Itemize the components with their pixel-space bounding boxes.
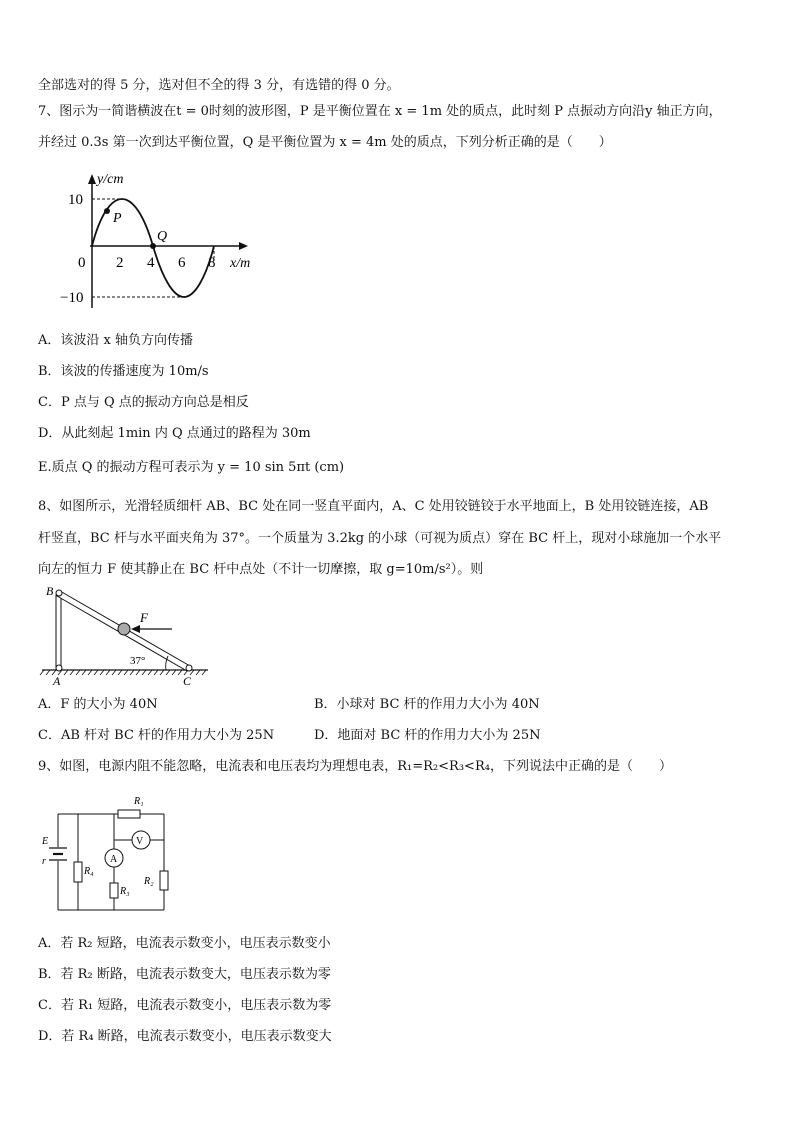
y-tick-10: 10 [68, 192, 83, 208]
q9-option-d: D．若 R₄ 断路，电流表示数变小，电压表示数变大 [38, 1029, 332, 1044]
q7-option-d: D．从此刻起 1min 内 Q 点通过的路程为 30m [38, 426, 311, 441]
q9-stem: 9、如图，电源内阻不能忽略，电流表和电压表均为理想电表，R₁=R₂<R₃<R₄，下列说法中正确的是（ ） [38, 759, 672, 774]
x-axis-arrow [239, 242, 248, 250]
resistor-r4 [74, 862, 82, 882]
x-tick-0: 0 [78, 255, 86, 271]
resistor-r1 [118, 810, 140, 818]
q-label: Q [157, 229, 168, 244]
q8-stem-line2: 杆竖直，BC 杆与水平面夹角为 37°。一个质量为 3.2kg 的小球（可视为质点）穿在 BC 杆上，现对小球施加一个水平 [38, 531, 722, 546]
label-b: B [46, 586, 54, 598]
point-q [150, 243, 156, 249]
label-e: E [42, 836, 49, 847]
q8-stem-line1: 8、如图所示，光滑轻质细杆 AB、BC 处在同一竖直平面内，A、C 处用铰链铰于水平地面上，B 处用铰链连接，AB [38, 499, 709, 514]
q7-option-b: B．该波的传播速度为 10m/s [38, 364, 209, 379]
q8-option-a: A．F 的大小为 40N [38, 697, 158, 712]
hinge-c [186, 665, 192, 671]
resistor-r3 [110, 883, 118, 898]
voltmeter-label: V [136, 836, 144, 847]
x-axis-label: x/m [230, 256, 251, 271]
rod-figure [38, 586, 214, 690]
point-p [104, 208, 110, 214]
q9-option-c: C．若 R₁ 短路，电流表示数变小，电压表示数为零 [38, 998, 332, 1013]
x-tick-6: 6 [178, 255, 186, 271]
q7-stem-line1: 7、图示为一简谐横波在t = 0时刻的波形图，P 是平衡位置在 x = 1m 处的质点，此时刻 P 点振动方向沿y 轴正方向， [38, 104, 722, 119]
label-c: C [183, 674, 192, 688]
y-axis-arrow [88, 174, 96, 184]
q7-stem-line2: 并经过 0.3s 第一次到达平衡位置，Q 是平衡位置为 x = 4m 处的质点，下列分析正确的是（ ） [38, 135, 612, 150]
hinge-b [56, 590, 62, 596]
q9-option-a: A．若 R₂ 短路，电流表示数变小，电压表示数变小 [38, 936, 331, 951]
y-axis-label: y/cm [97, 172, 124, 187]
hinge-a [56, 665, 62, 671]
q7-option-e: E.质点 Q 的振动方程可表示为 y = 10 sin 5πt (cm) [38, 460, 345, 475]
ball [118, 623, 130, 635]
p-label: P [113, 211, 122, 226]
q7-option-a: A．该波沿 x 轴负方向传播 [38, 333, 193, 348]
wave-graph-figure [56, 166, 276, 312]
circuit-figure [38, 792, 178, 916]
rod-ab [56, 595, 61, 668]
q9-option-b: B．若 R₂ 断路，电流表示数变大，电压表示数为零 [38, 967, 331, 982]
label-angle: 37° [130, 655, 146, 667]
force-f-arrowhead [131, 625, 140, 633]
label-r2: R₂ [144, 876, 154, 887]
q7-option-c: C．P 点与 Q 点的振动方向总是相反 [38, 395, 249, 410]
q8-option-d: D．地面对 BC 杆的作用力大小为 25N [314, 728, 541, 743]
x-tick-2: 2 [116, 255, 124, 271]
ground-hatching [40, 670, 206, 675]
ammeter-label: A [110, 854, 118, 865]
label-r4: R₄ [84, 866, 94, 877]
label-f: F [140, 610, 148, 625]
label-r-internal: r [42, 856, 46, 867]
resistor-r2 [160, 871, 168, 890]
q8-option-b: B．小球对 BC 杆的作用力大小为 40N [314, 697, 540, 712]
scoring-note: 全部选对的得 5 分，选对但不全的得 3 分，有选错的得 0 分。 [38, 78, 400, 93]
label-r1: R₁ [134, 796, 144, 807]
label-r3: R₃ [120, 886, 130, 897]
q8-stem-line3: 向左的恒力 F 使其静止在 BC 杆中点处（不计一切摩擦，取 g=10m/s²）。则 [38, 562, 484, 577]
x-tick-8: 8 [208, 255, 216, 271]
q8-option-c: C．AB 杆对 BC 杆的作用力大小为 25N [38, 728, 275, 743]
y-tick-neg10: −10 [60, 290, 84, 306]
x-tick-4: 4 [147, 255, 155, 271]
label-a: A [53, 674, 61, 688]
